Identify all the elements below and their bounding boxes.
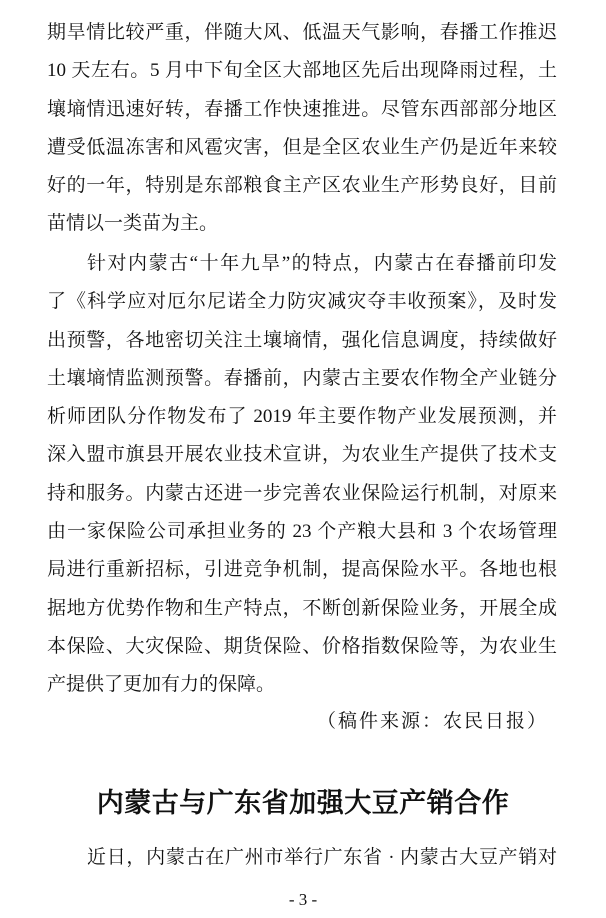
text-line: 土壤墒情监测预警。春播前，内蒙古主要农作物全产业链分 (47, 367, 557, 389)
text-line: 壤墒情迅速好转，春播工作快速推进。尽管东西部部分地区 (47, 98, 557, 120)
text-line: 局进行重新招标，引进竞争机制，提高保险水平。各地也根 (47, 559, 557, 581)
text-line: 深入盟市旗县开展农业技术宣讲，为农业生产提供了技术支 (47, 444, 557, 466)
article-first-line: 近日，内蒙古在广州市举行广东省 · 内蒙古大豆产销对 (87, 847, 557, 868)
page-number: - 3 - (288, 890, 318, 909)
text-line: 出预警，各地密切关注土壤墒情，强化信息调度，持续做好 (47, 329, 557, 351)
text-line: 针对内蒙古“十年九旱”的特点，内蒙古在春播前印发 (87, 253, 557, 274)
paragraph-1 (47, 14, 557, 244)
text-line: 苗情以一类苗为主。 (47, 213, 219, 235)
text-line: 由一家保险公司承担业务的 23 个产粮大县和 3 个农场管理 (47, 521, 557, 543)
text-line: 产提供了更加有力的保障。 (47, 674, 276, 696)
text-line: 据地方优势作物和生产特点，不断创新保险业务，开展全成 (47, 597, 557, 619)
text-line: 10 天左右。5 月中下旬全区大部地区先后出现降雨过程，土 (47, 60, 557, 82)
paragraph-2 (47, 245, 557, 705)
text-line: 好的一年，特别是东部粮食主产区农业生产形势良好，目前 (47, 175, 557, 197)
text-line: 期旱情比较严重，伴随大风、低温天气影响，春播工作推迟 (47, 22, 557, 43)
article-source: （稿件来源：农民日报） (316, 711, 548, 732)
text-line: 持和服务。内蒙古还进一步完善农业保险运行机制，对原来 (47, 482, 557, 504)
text-line: 了《科学应对厄尔尼诺全力防灾减灾夺丰收预案》，及时发 (47, 291, 557, 313)
article-title: 内蒙古与广东省加强大豆产销合作 (96, 788, 510, 818)
text-line: 析师团队分作物发布了 2019 年主要作物产业发展预测，并 (47, 406, 557, 428)
text-line: 本保险、大灾保险、期货保险、价格指数保险等，为农业生 (47, 635, 557, 657)
text-line: 遭受低温冻害和风雹灾害，但是全区农业生产仍是近年来较 (47, 136, 557, 158)
